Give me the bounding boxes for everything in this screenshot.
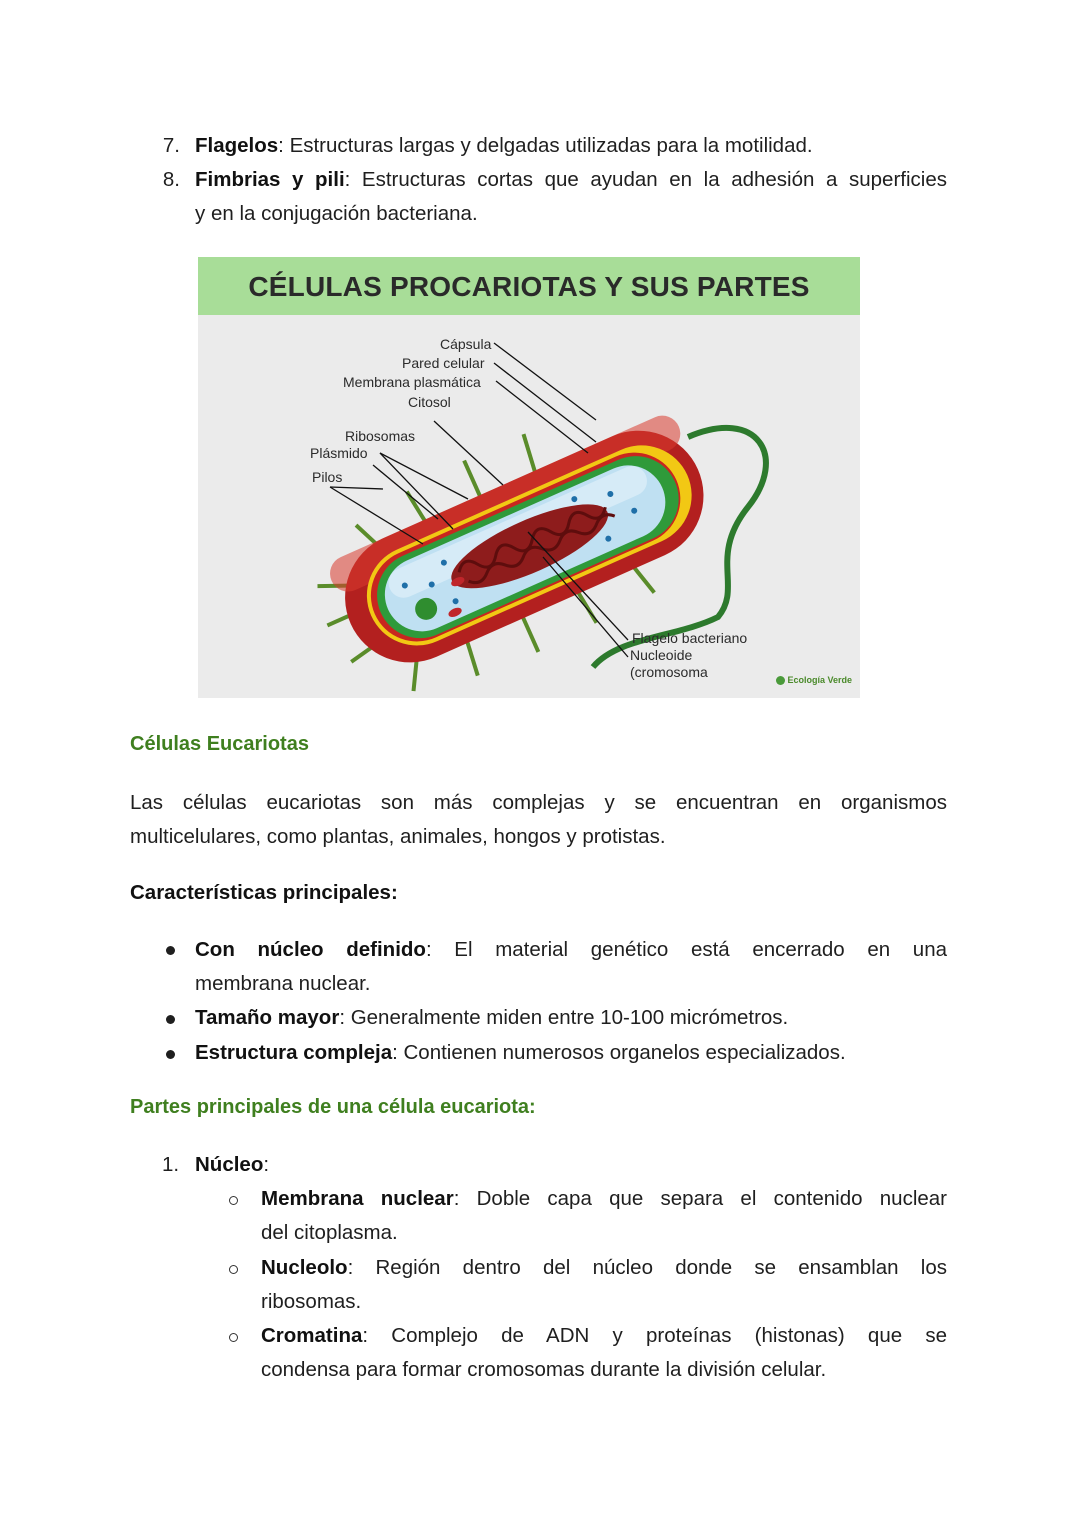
term-nucleolo: Nucleolo <box>261 1256 348 1279</box>
section-title: Células Eucariotas <box>130 733 309 755</box>
term-estructura-compleja: Estructura compleja <box>195 1041 393 1064</box>
sub-item-cromatina <box>261 1319 947 1353</box>
term-nucleo: Núcleo <box>195 1153 264 1176</box>
feature-item-1 <box>195 933 947 967</box>
label-pilos: Pilos <box>312 469 343 485</box>
term-flagelos: Flagelos <box>195 134 279 157</box>
prokaryotic-cell-figure <box>198 257 860 698</box>
label-citosol: Citosol <box>408 394 451 410</box>
list-item-flagelos <box>195 129 813 163</box>
feature-item-1-cont: membrana nuclear. <box>195 972 371 995</box>
bullet <box>166 1050 175 1059</box>
list-number-8: 8. <box>162 168 180 191</box>
sub-item-nucleolo-cont: ribosomas. <box>261 1290 362 1313</box>
parts-number-1: 1. <box>162 1153 180 1176</box>
sub-bullet <box>229 1333 238 1342</box>
term-tamano-mayor: Tamaño mayor <box>195 1006 340 1029</box>
label-pared-celular: Pared celular <box>402 355 485 371</box>
label-plasmido: Plásmido <box>310 445 368 461</box>
bullet <box>166 1015 175 1024</box>
prokaryotic-cell-illustration <box>198 257 860 698</box>
parts-item-nucleo <box>195 1148 269 1182</box>
desc-fimbrias: : Estructuras cortas que ayudan en la adhesión a superficies <box>344 168 947 191</box>
leaf-icon <box>776 676 785 685</box>
desc-cromatina: : Complejo de ADN y proteínas (histonas) que se <box>362 1324 947 1347</box>
desc-nucleolo: : Región dentro del núcleo donde se ensamblan los <box>347 1256 947 1279</box>
label-flagelo-bacteriano: Flagelo bacteriano <box>632 630 748 646</box>
list-item-fimbrias-cont: y en la conjugación bacteriana. <box>195 202 478 225</box>
figure-title: CÉLULAS PROCARIOTAS Y SUS PARTES <box>248 271 810 302</box>
desc-estructura-compleja: : Contienen numerosos organelos especializados. <box>392 1041 846 1064</box>
feature-item-2 <box>195 1001 788 1035</box>
term-membrana-nuclear: Membrana nuclear <box>261 1187 454 1210</box>
label-ribosomas: Ribosomas <box>345 428 416 444</box>
desc-membrana-nuclear: : Doble capa que separa el contenido nuclear <box>453 1187 947 1210</box>
ecologia-verde-logo <box>776 675 852 685</box>
label-capsula: Cápsula <box>440 336 492 352</box>
desc-tamano-mayor: : Generalmente miden entre 10-100 micrómetros. <box>339 1006 789 1029</box>
parts-title: Partes principales de una célula eucariota: <box>130 1096 536 1118</box>
sub-item-membrana-nuclear-cont: del citoplasma. <box>261 1221 398 1244</box>
sub-bullet <box>229 1265 238 1274</box>
desc-flagelos: : Estructuras largas y delgadas utilizadas para la motilidad. <box>278 134 813 157</box>
feature-item-3 <box>195 1036 846 1070</box>
sub-item-membrana-nuclear <box>261 1182 947 1216</box>
nucleo-colon: : <box>263 1153 270 1176</box>
intro-line-1: Las células eucariotas son más complejas y se encuentran en organismos <box>130 791 947 814</box>
term-fimbrias: Fimbrias y pili <box>195 168 345 191</box>
label-membrana-plasmatica: Membrana plasmática <box>343 374 481 390</box>
desc-nucleo-definido: : El material genético está encerrado en una <box>425 938 947 961</box>
label-nucleoide: Nucleoide <box>630 647 693 663</box>
term-nucleo-definido: Con núcleo definido <box>195 938 426 961</box>
features-title: Características principales: <box>130 881 398 904</box>
watermark-text: Ecología Verde <box>787 675 853 685</box>
list-number-7: 7. <box>162 134 180 157</box>
intro-line-2: multicelulares, como plantas, animales, hongos y protistas. <box>130 825 666 848</box>
sub-item-cromatina-cont: condensa para formar cromosomas durante la división celular. <box>261 1358 827 1381</box>
sub-bullet <box>229 1196 238 1205</box>
term-cromatina: Cromatina <box>261 1324 363 1347</box>
sub-item-nucleolo <box>261 1251 947 1285</box>
list-item-fimbrias <box>195 163 947 197</box>
label-cromosoma: (cromosoma <box>630 664 708 680</box>
bullet <box>166 946 175 955</box>
